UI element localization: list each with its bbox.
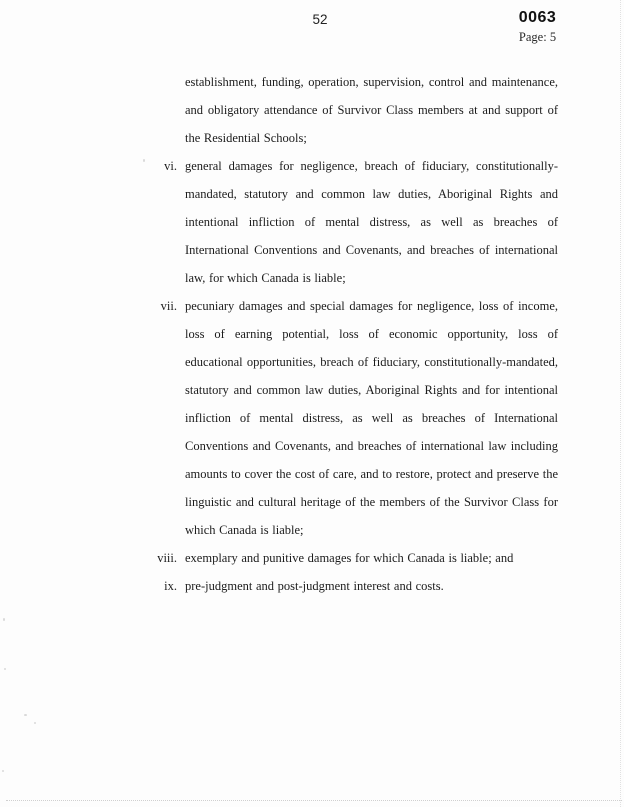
list-item-ix xyxy=(164,572,558,600)
scan-speck xyxy=(34,722,36,724)
paragraph-text: establishment, funding, operation, supervision, control and maintenance, and obligatory attendance of Survivor Class members at and support of the Residential Schools; xyxy=(185,75,558,145)
page-number: 52 xyxy=(312,12,328,27)
scan-speck xyxy=(4,668,6,670)
list-item-marker: vii. xyxy=(160,299,177,313)
scan-speck xyxy=(2,770,4,772)
scan-speck xyxy=(143,159,145,162)
stamp-page-label: Page: 5 xyxy=(518,30,557,44)
list-item-marker: viii. xyxy=(157,551,177,565)
scan-speck xyxy=(3,618,5,621)
bates-stamp xyxy=(500,9,575,45)
scan-edge-artifact-right xyxy=(620,0,621,807)
list-item-viii xyxy=(157,544,558,572)
scan-edge-artifact-bottom xyxy=(6,800,622,801)
stamp-number: 0063 xyxy=(518,9,557,26)
list-item-marker: vi. xyxy=(164,159,177,173)
document-body xyxy=(157,68,558,600)
list-item-vii xyxy=(160,292,558,544)
paragraph-continuation xyxy=(185,68,558,152)
scan-speck xyxy=(24,714,27,716)
list-item-text: pre-judgment and post-judgment interest and costs. xyxy=(185,579,444,593)
list-item-text: exemplary and punitive damages for which Canada is liable; and xyxy=(185,551,514,565)
list-item-text: general damages for negligence, breach of fiduciary, constitutionally-mandated, statutory and common law duties, Aboriginal Rights and intentional infliction of mental distress, as well as breaches of International Conventions and Covenants, and breaches of international law, for which Canada is liable; xyxy=(185,159,558,285)
list-item-text: pecuniary damages and special damages for negligence, loss of income, loss of earning potential, loss of economic opportunity, loss of educational opportunities, breach of fiduciary, constitutionally-mandated, statutory and common law duties, Aboriginal Rights and for intentional infliction of mental distress, as well as breaches of International Conventions and Covenants, and breaches of international law including amounts to cover the cost of care, and to restore, protect and preserve the linguistic and cultural heritage of the members of the Survivor Class for which Canada is liable; xyxy=(185,299,558,537)
list-item-vi xyxy=(164,152,558,292)
list-item-marker: ix. xyxy=(164,579,177,593)
